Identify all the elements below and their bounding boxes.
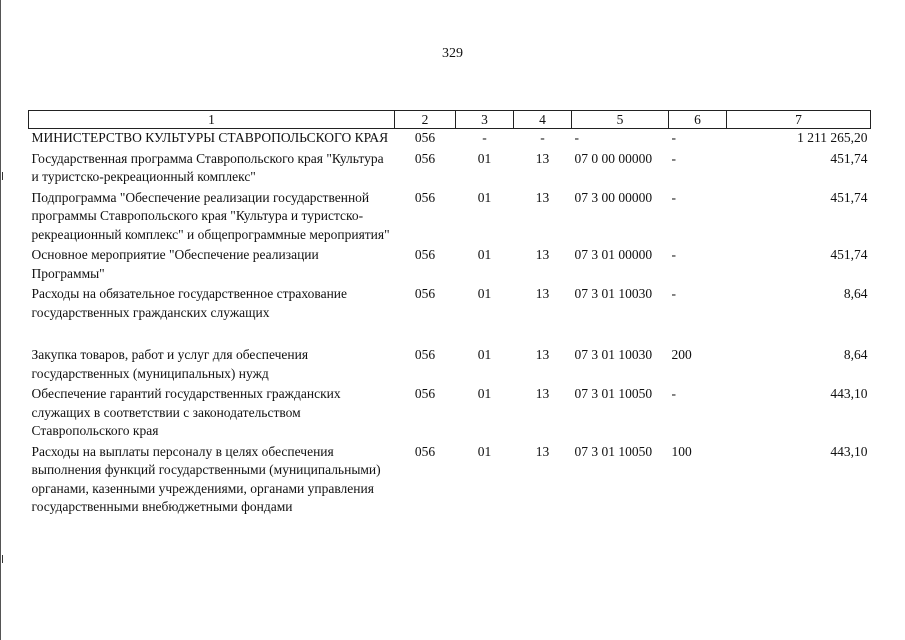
subsection-code: 13 [535, 247, 550, 262]
expense-type-code: 200 [671, 347, 692, 362]
ministry-code: 056 [414, 286, 436, 301]
table-row [29, 385, 871, 443]
table-row [29, 150, 871, 189]
table-row [29, 189, 871, 247]
table-header-row [29, 111, 871, 129]
target-article-code: 07 0 00 00000 [574, 150, 653, 166]
column-header: 5 [572, 111, 669, 129]
amount: 1 211 265,20 [797, 130, 868, 145]
row-name: Государственная программа Ставропольского края "Культура и туристско-рекреационный комплекс" [31, 150, 384, 184]
subsection-code: 13 [535, 150, 550, 166]
row-name: Подпрограмма "Обеспечение реализации государственной программы Ставропольского края "Культура и туристско-рекреационный комплекс" и общепрограммные мероприятия" [31, 189, 390, 242]
column-header: 4 [514, 111, 572, 129]
section-code: 01 [477, 443, 492, 459]
section-code: 01 [477, 286, 492, 301]
expense-type-code: - [671, 386, 676, 401]
subsection-code: 13 [535, 386, 550, 401]
amount: 443,10 [830, 443, 868, 459]
scan-mark [2, 555, 3, 563]
expense-type-code: 100 [671, 443, 692, 459]
table-row [29, 443, 871, 519]
subsection-code: 13 [535, 347, 550, 362]
row-name: Основное мероприятие "Обеспечение реализации Программы" [31, 247, 319, 281]
column-header: 6 [669, 111, 727, 129]
budget-table [28, 110, 871, 519]
column-header: 7 [727, 111, 871, 129]
table-row [29, 346, 871, 385]
amount: 451,74 [830, 247, 868, 262]
column-header: 1 [29, 111, 395, 129]
section-code: 01 [477, 189, 492, 205]
target-article-code: 07 3 01 00000 [574, 247, 653, 262]
target-article-code: 07 3 00 00000 [574, 189, 653, 205]
table-row [29, 246, 871, 285]
section-code: 01 [477, 150, 492, 166]
target-article-code: - [574, 130, 579, 145]
amount: 8,64 [843, 286, 868, 301]
ministry-code: 056 [414, 386, 436, 401]
subsection-code: 13 [535, 286, 550, 301]
amount: 443,10 [830, 386, 868, 401]
column-header: 3 [456, 111, 514, 129]
ministry-code: 056 [414, 150, 436, 166]
ministry-code: 056 [414, 189, 436, 205]
ministry-code: 056 [414, 347, 436, 362]
row-name: Расходы на выплаты персоналу в целях обеспечения выполнения функций государственными (муниципальными) органами, казенными учреждениями, органами управления государственными внебюджетными фондами [31, 443, 381, 514]
row-name: Обеспечение гарантий государственных гражданских служащих в соответствии с законодательством Ставропольского края [31, 386, 341, 438]
expense-type-code: - [671, 286, 676, 301]
amount: 8,64 [843, 347, 868, 362]
scan-edge-line [0, 0, 1, 640]
row-spacer [29, 324, 871, 346]
section-code: 01 [477, 386, 492, 401]
section-code: 01 [477, 347, 492, 362]
scan-mark [2, 172, 3, 180]
target-article-code: 07 3 01 10050 [574, 443, 653, 459]
amount: 451,74 [830, 189, 868, 205]
row-name: Закупка товаров, работ и услуг для обеспечения государственных (муниципальных) нужд [31, 347, 309, 381]
section-code: 01 [477, 247, 492, 262]
table-row [29, 129, 871, 150]
amount: 451,74 [830, 150, 868, 166]
column-header: 2 [395, 111, 456, 129]
expense-type-code: - [671, 247, 676, 262]
page-number: 329 [442, 46, 463, 61]
target-article-code: 07 3 01 10030 [574, 286, 653, 301]
subsection-code: 13 [535, 443, 550, 459]
target-article-code: 07 3 01 10050 [574, 386, 653, 401]
expense-type-code: - [671, 150, 676, 166]
row-name: МИНИСТЕРСТВО КУЛЬТУРЫ СТАВРОПОЛЬСКОГО КРАЯ [31, 130, 389, 145]
row-name: Расходы на обязательное государственное страхование государственных гражданских служащих [31, 286, 348, 320]
expense-type-code: - [671, 130, 676, 145]
subsection-code: - [540, 130, 545, 145]
ministry-code: 056 [414, 247, 436, 262]
section-code: - [482, 130, 487, 145]
ministry-code: 056 [414, 443, 436, 459]
expense-type-code: - [671, 189, 676, 205]
table-row [29, 285, 871, 324]
subsection-code: 13 [535, 189, 550, 205]
target-article-code: 07 3 01 10030 [574, 347, 653, 362]
ministry-code: 056 [414, 130, 436, 145]
